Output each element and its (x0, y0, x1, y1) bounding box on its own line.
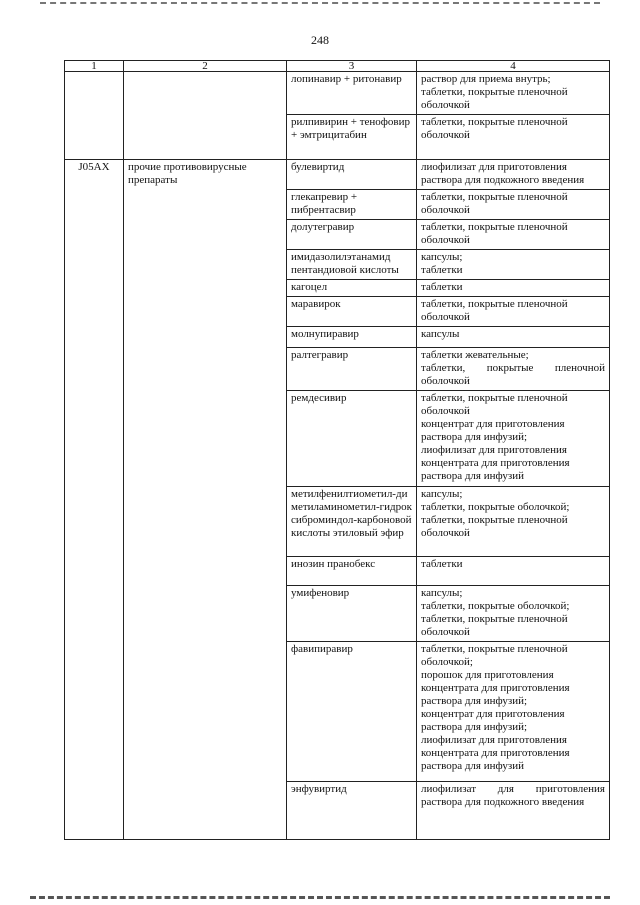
dosage-form-line: таблетки жевательные; (421, 349, 529, 361)
dosage-form-line: таблетки, покрытые пленочной оболочкой (421, 362, 605, 387)
dosage-form-line: таблетки (421, 558, 463, 570)
dosage-form-line: концентрат для приготовления раствора для инфузий; (421, 708, 565, 733)
drug-name-cell: кагоцел (287, 280, 417, 297)
dosage-form-cell (417, 586, 610, 642)
drug-name-cell: глекапревир + пибрентасвир (287, 190, 417, 220)
table-row (65, 72, 610, 115)
dosage-form-cell (417, 487, 610, 557)
atc-code-cell: J05AX (65, 160, 124, 840)
dosage-form-line: таблетки (421, 264, 463, 276)
column-header-4: 4 (417, 61, 610, 72)
column-header-2: 2 (124, 61, 287, 72)
column-header-3: 3 (287, 61, 417, 72)
dosage-form-line: таблетки, покрытые оболочкой; (421, 501, 570, 513)
dosage-form-line: таблетки, покрытые пленочной оболочкой (421, 613, 568, 638)
dosage-form-line: концентрат для приготовления раствора для инфузий; (421, 418, 565, 443)
dosage-form-cell (417, 348, 610, 391)
dosage-form-line: лиофилизат для приготовления раствора для подкожного введения (421, 161, 585, 186)
drug-name-cell: булевиртид (287, 160, 417, 190)
drug-name-cell: фавипиравир (287, 642, 417, 782)
dosage-form-line: порошок для приготовления концентрата для приготовления раствора для инфузий; (421, 669, 570, 707)
dosage-form-line: таблетки, покрытые пленочной оболочкой (421, 86, 568, 111)
dosage-form-line: таблетки (421, 281, 463, 293)
table-row (65, 160, 610, 190)
dosage-form-line: таблетки, покрытые пленочной оболочкой (421, 221, 568, 246)
column-header-1: 1 (65, 61, 124, 72)
dosage-form-cell (417, 391, 610, 487)
drug-name-cell: ралтегравир (287, 348, 417, 391)
dosage-form-cell (417, 160, 610, 190)
dosage-form-line: таблетки, покрытые пленочной оболочкой (421, 298, 568, 323)
dosage-form-cell (417, 642, 610, 782)
dosage-form-line: таблетки, покрытые пленочной оболочкой (421, 392, 568, 417)
table-header-row (65, 61, 610, 72)
dosage-form-line: таблетки, покрытые пленочной оболочкой (421, 116, 568, 141)
dosage-form-line: капсулы (421, 328, 460, 340)
dosage-form-line: раствор для приема внутрь; (421, 73, 551, 85)
dosage-form-line: лиофилизат для приготовления концентрата для приготовления раствора для инфузий (421, 444, 570, 482)
group-name-cell: прочие противовирусные препараты (124, 160, 287, 840)
drug-name-cell: ремдесивир (287, 391, 417, 487)
dosage-form-cell (417, 250, 610, 280)
dosage-form-line: капсулы; (421, 251, 463, 263)
drug-table (64, 60, 610, 840)
group-name-cell (124, 72, 287, 160)
drug-name-cell: метилфенилтиометил-диметиламинометил-гидроксиброминдол-карбоновой кислоты этиловый эфир (287, 487, 417, 557)
dosage-form-line: таблетки, покрытые пленочной оболочкой (421, 514, 568, 539)
dosage-form-cell (417, 327, 610, 348)
drug-name-cell: маравирок (287, 297, 417, 327)
dosage-form-cell (417, 557, 610, 586)
dosage-form-cell (417, 72, 610, 115)
scan-artifact-top (40, 2, 600, 6)
drug-name-cell: умифеновир (287, 586, 417, 642)
dosage-form-cell (417, 220, 610, 250)
drug-name-cell: долутегравир (287, 220, 417, 250)
dosage-form-line: лиофилизат для приготовления раствора для подкожного введения (421, 783, 605, 808)
drug-name-cell: молнупиравир (287, 327, 417, 348)
dosage-form-cell (417, 115, 610, 160)
dosage-form-cell (417, 297, 610, 327)
page-number: 248 (311, 33, 329, 47)
dosage-form-cell (417, 782, 610, 840)
drug-name-cell: энфувиртид (287, 782, 417, 840)
drug-name-cell: рилпивирин + тенофовир + эмтрицитабин (287, 115, 417, 160)
dosage-form-cell (417, 280, 610, 297)
dosage-form-line: таблетки, покрытые пленочной оболочкой (421, 191, 568, 216)
dosage-form-cell (417, 190, 610, 220)
dosage-form-line: лиофилизат для приготовления концентрата для приготовления раствора для инфузий (421, 734, 570, 772)
drug-name-cell: лопинавир + ритонавир (287, 72, 417, 115)
drug-name-cell: имидазолилэтанамид пентандиовой кислоты (287, 250, 417, 280)
dosage-form-line: капсулы; (421, 488, 463, 500)
drug-name-cell: инозин пранобекс (287, 557, 417, 586)
dosage-form-line: капсулы; (421, 587, 463, 599)
scan-artifact-bottom (30, 896, 610, 902)
dosage-form-line: таблетки, покрытые оболочкой; (421, 600, 570, 612)
atc-code-cell (65, 72, 124, 160)
dosage-form-line: таблетки, покрытые пленочной оболочкой; (421, 643, 568, 668)
